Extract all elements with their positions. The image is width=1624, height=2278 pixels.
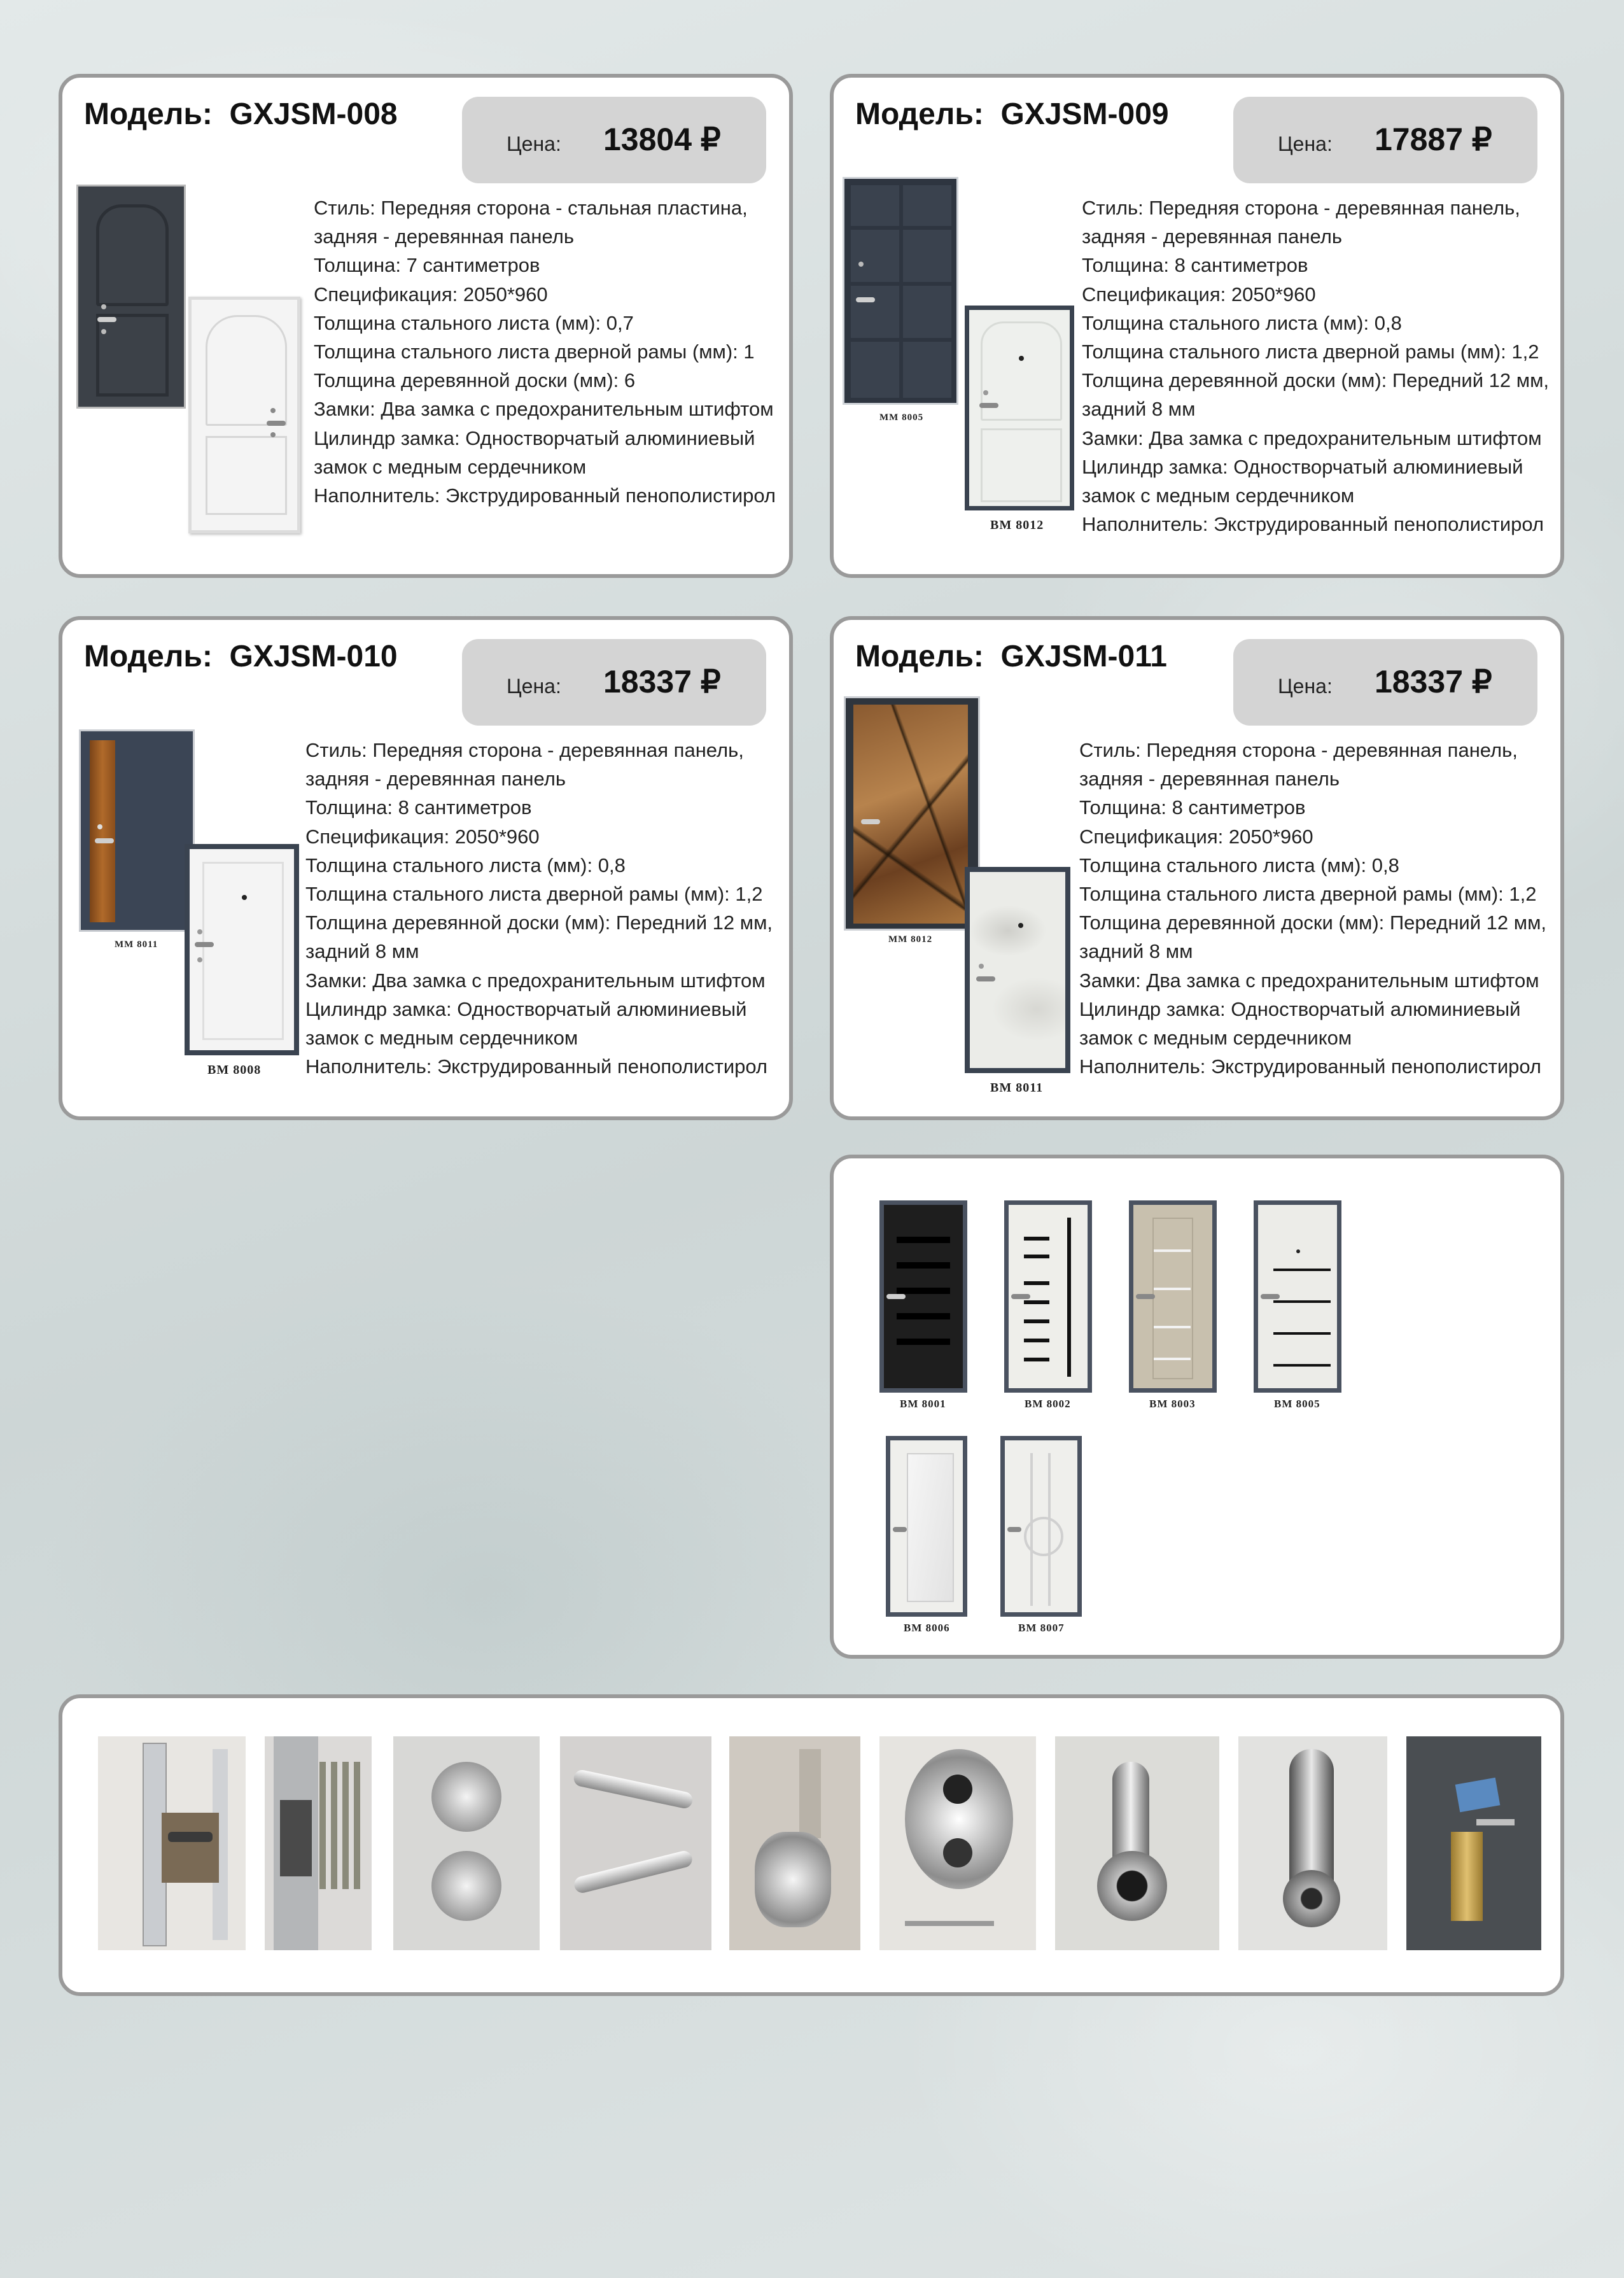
spec-line: Спецификация: 2050*960 (1079, 825, 1313, 848)
price-box (462, 639, 766, 726)
panel-image (1000, 1436, 1082, 1617)
spec-line: Цилиндр замка: Одностворчатый алюминиевый (305, 997, 747, 1020)
spec-line: Толщина стального листа дверной рамы (мм): 1 (314, 341, 755, 363)
spec-line: Наполнитель: Экструдированный пенополистирол (314, 484, 776, 507)
spec-list (1079, 736, 1546, 1081)
hardware-photo (560, 1736, 711, 1950)
door-image-outer (79, 729, 195, 932)
spec-list (305, 736, 773, 1081)
spec-line: Наполнитель: Экструдированный пенополистирол (1082, 513, 1544, 536)
hardware-photo (879, 1736, 1036, 1950)
spec-list (1082, 193, 1549, 538)
panel-caption: BM 8005 (1274, 1398, 1320, 1410)
spec-line: Толщина стального листа (мм): 0,8 (1082, 311, 1402, 334)
price-box (1233, 639, 1537, 726)
hardware-photo (729, 1736, 860, 1950)
panel-caption: BM 8001 (900, 1398, 946, 1410)
hardware-photo (1238, 1736, 1387, 1950)
spec-line: Цилиндр замка: Одностворчатый алюминиевый (314, 426, 755, 449)
door-caption: MM 8012 (888, 934, 933, 945)
door-caption: BM 8012 (990, 518, 1044, 532)
spec-line: Толщина деревянной доски (мм): Передний 12 мм, (1082, 369, 1550, 392)
spec-line: замок с медным сердечником (1079, 1027, 1352, 1050)
spec-line: Наполнитель: Экструдированный пенополистирол (1079, 1055, 1542, 1078)
spec-line: Цилиндр замка: Одностворчатый алюминиевый (1082, 455, 1523, 478)
product-card-gxjsm-008 (59, 74, 793, 578)
spec-line: Толщина стального листа дверной рамы (мм): 1,2 (1079, 883, 1537, 906)
price-label: Цена: (507, 675, 561, 698)
spec-line: Толщина деревянной доски (мм): Передний 12 мм, (1079, 911, 1547, 934)
price-label: Цена: (507, 132, 561, 155)
price-label: Цена: (1278, 675, 1333, 698)
spec-line: задний 8 мм (1082, 398, 1196, 421)
door-caption: MM 8011 (115, 939, 158, 950)
spec-line: замок с медным сердечником (314, 455, 587, 478)
panel-image (886, 1436, 967, 1617)
spec-line: Толщина: 8 сантиметров (305, 796, 532, 819)
spec-line: Спецификация: 2050*960 (1082, 283, 1316, 306)
spec-line: Толщина: 8 сантиметров (1079, 796, 1306, 819)
spec-line: Цилиндр замка: Одностворчатый алюминиевый (1079, 997, 1521, 1020)
model-title: Модель: GXJSM-011 (855, 640, 1167, 673)
product-card-gxjsm-009 (830, 74, 1564, 578)
panel-image (879, 1200, 967, 1393)
spec-line: Толщина стального листа дверной рамы (мм): 1,2 (305, 883, 763, 906)
panel-image (1004, 1200, 1092, 1393)
door-image-inner (185, 844, 299, 1055)
door-image-outer (844, 696, 980, 931)
door-caption: BM 8008 (207, 1063, 262, 1077)
spec-line: Толщина деревянной доски (мм): 6 (314, 369, 636, 392)
spec-line: Спецификация: 2050*960 (314, 283, 548, 306)
price-value: 17887 ₽ (1375, 122, 1492, 157)
spec-line: замок с медным сердечником (1082, 484, 1355, 507)
door-image-outer (843, 177, 958, 405)
hardware-photo (1055, 1736, 1219, 1950)
hardware-photo (393, 1736, 540, 1950)
spec-line: Стиль: Передняя сторона - деревянная панель, (1079, 739, 1518, 761)
spec-line: Замки: Два замка с предохранительным штифтом (314, 398, 774, 421)
spec-line: Толщина: 8 сантиметров (1082, 254, 1308, 277)
model-title: Модель: GXJSM-009 (855, 97, 1169, 131)
spec-line: Замки: Два замка с предохранительным штифтом (305, 969, 766, 992)
door-caption: BM 8011 (990, 1081, 1044, 1095)
spec-line: задняя - деревянная панель (1082, 225, 1342, 248)
hardware-photo (265, 1736, 372, 1950)
panel-caption: BM 8007 (1018, 1622, 1065, 1634)
spec-line: Толщина деревянной доски (мм): Передний 12 мм, (305, 911, 773, 934)
model-title: Модель: GXJSM-008 (84, 97, 398, 131)
hardware-photo (98, 1736, 246, 1950)
panel-image (1254, 1200, 1341, 1393)
spec-line: Спецификация: 2050*960 (305, 825, 540, 848)
price-label: Цена: (1278, 132, 1333, 155)
spec-line: задний 8 мм (1079, 940, 1193, 963)
model-title: Модель: GXJSM-010 (84, 640, 398, 673)
price-value: 13804 ₽ (603, 122, 721, 157)
hardware-photo (1406, 1736, 1541, 1950)
price-box (462, 97, 766, 183)
spec-line: задняя - деревянная панель (314, 225, 574, 248)
spec-line: Замки: Два замка с предохранительным штифтом (1082, 426, 1542, 449)
spec-line: Стиль: Передняя сторона - деревянная панель, (1082, 197, 1520, 219)
door-image-inner (188, 297, 300, 533)
spec-line: Стиль: Передняя сторона - деревянная панель, (305, 739, 744, 761)
spec-line: Стиль: Передняя сторона - стальная пластина, (314, 197, 748, 219)
panel-image (1129, 1200, 1217, 1393)
panel-caption: BM 8003 (1149, 1398, 1196, 1410)
panel-caption: BM 8002 (1025, 1398, 1071, 1410)
spec-line: Толщина: 7 сантиметров (314, 254, 540, 277)
price-value: 18337 ₽ (1375, 664, 1492, 700)
spec-line: задняя - деревянная панель (1079, 768, 1340, 791)
spec-list (314, 193, 776, 510)
hardware-card (59, 1694, 1564, 1996)
price-box (1233, 97, 1537, 183)
spec-line: задний 8 мм (305, 940, 419, 963)
door-image-inner (965, 306, 1074, 510)
spec-line: Толщина стального листа дверной рамы (мм): 1,2 (1082, 341, 1539, 363)
spec-line: Замки: Два замка с предохранительным штифтом (1079, 969, 1539, 992)
product-card-gxjsm-010 (59, 616, 793, 1120)
spec-line: Наполнитель: Экструдированный пенополистирол (305, 1055, 768, 1078)
spec-line: задняя - деревянная панель (305, 768, 566, 791)
spec-line: Толщина стального листа (мм): 0,8 (1079, 854, 1399, 876)
door-image-outer (76, 185, 186, 409)
interior-panels-card (830, 1155, 1564, 1659)
product-card-gxjsm-011 (830, 616, 1564, 1120)
spec-line: замок с медным сердечником (305, 1027, 578, 1050)
price-value: 18337 ₽ (603, 664, 721, 700)
door-image-inner (965, 867, 1070, 1073)
spec-line: Толщина стального листа (мм): 0,8 (305, 854, 626, 876)
spec-line: Толщина стального листа (мм): 0,7 (314, 311, 634, 334)
panel-caption: BM 8006 (904, 1622, 950, 1634)
door-caption: MM 8005 (879, 412, 924, 423)
